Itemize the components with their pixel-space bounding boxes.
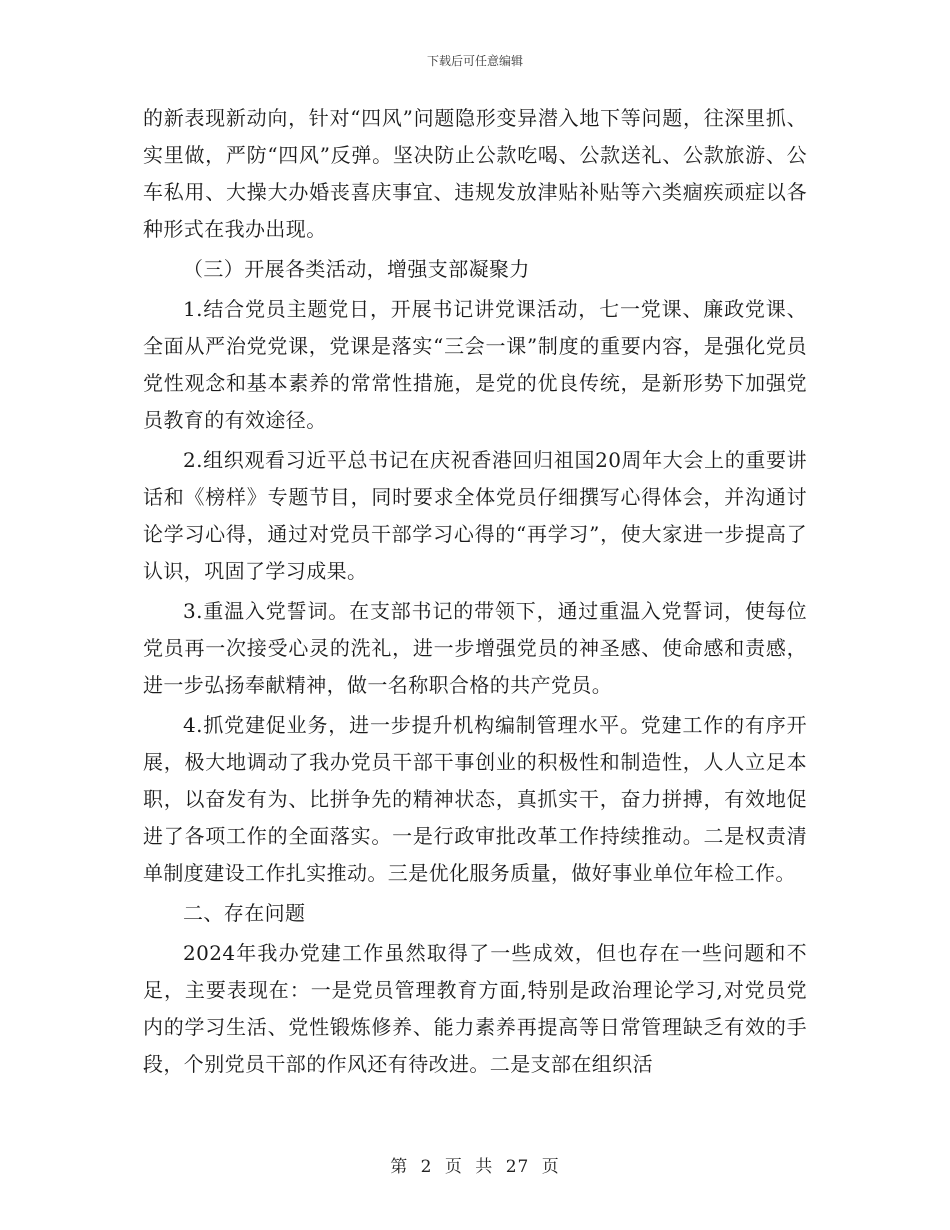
paragraph-item-4: 4.抓党建促业务，进一步提升机构编制管理水平。党建工作的有序开展，极大地调动了我办党员干部干事创业的积极性和制造性，人人立足本职，以奋发有为、比拼争先的精神状态，真抓实干，奋力拼搏，有效地促进了各项工作的全面落实。一是行政审批改革工作持续推动。二是权责清单制度建设工作扎实推动。三是优化服务质量，做好事业单位年检工作。 bbox=[143, 713, 807, 885]
document-body bbox=[143, 100, 807, 1086]
footer-label-total: 共 bbox=[475, 1157, 494, 1177]
section-heading-problems: 二、存在问题 bbox=[183, 901, 306, 925]
page-header-note: 下载后可任意编辑 bbox=[426, 54, 523, 68]
footer-current-page: 2 bbox=[420, 1157, 433, 1177]
footer-total-pages: 27 bbox=[505, 1157, 530, 1177]
section-heading-activities: （三）开展各类活动，增强支部凝聚力 bbox=[183, 257, 530, 281]
footer-label-unit-2: 页 bbox=[541, 1157, 560, 1177]
paragraph-item-2: 2.组织观看习近平总书记在庆祝香港回归祖国20周年大会上的重要讲话和《榜样》专题节目，同时要求全体党员仔细撰写心得体会，并沟通讨论学习心得，通过对党员干部学习心得的“再学习”，使大家进一步提高了认识，巩固了学习成果。 bbox=[143, 448, 807, 583]
paragraph-item-3: 3.重温入党誓词。在支部书记的带领下，通过重温入党誓词，使每位党员再一次接受心灵的洗礼，进一步增强党员的神圣感、使命感和责感，进一步弘扬奉献精神，做一名称职合格的共产党员。 bbox=[143, 599, 807, 697]
footer-label-page: 第 bbox=[390, 1157, 409, 1177]
paragraph-problems: 2024年我办党建工作虽然取得了一些成效，但也存在一些问题和不足，主要表现在：一是党员管理教育方面,特别是政治理论学习,对党员党内的学习生活、党性锻炼修养、能力素养再提高等日常管理缺乏有效的手段，个别党员干部的作风还有待改进。二是支部在组织活 bbox=[143, 941, 807, 1076]
footer-label-unit: 页 bbox=[444, 1157, 463, 1177]
paragraph-continuation: 的新表现新动向，针对“四风”问题隐形变异潜入地下等问题，往深里抓、实里做，严防“四风”反弹。坚决防止公款吃喝、公款送礼、公款旅游、公车私用、大操大办婚丧喜庆事宜、违规发放津贴补贴等六类痼疾顽症以各种形式在我办出现。 bbox=[143, 106, 807, 241]
page-footer bbox=[0, 1152, 950, 1177]
paragraph-item-1: 1.结合党员主题党日，开展书记讲党课活动，七一党课、廉政党课、全面从严治党党课，党课是落实“三会一课”制度的重要内容，是强化党员党性观念和基本素养的常常性措施，是党的优良传统，是新形势下加强党员教育的有效途径。 bbox=[143, 297, 807, 432]
